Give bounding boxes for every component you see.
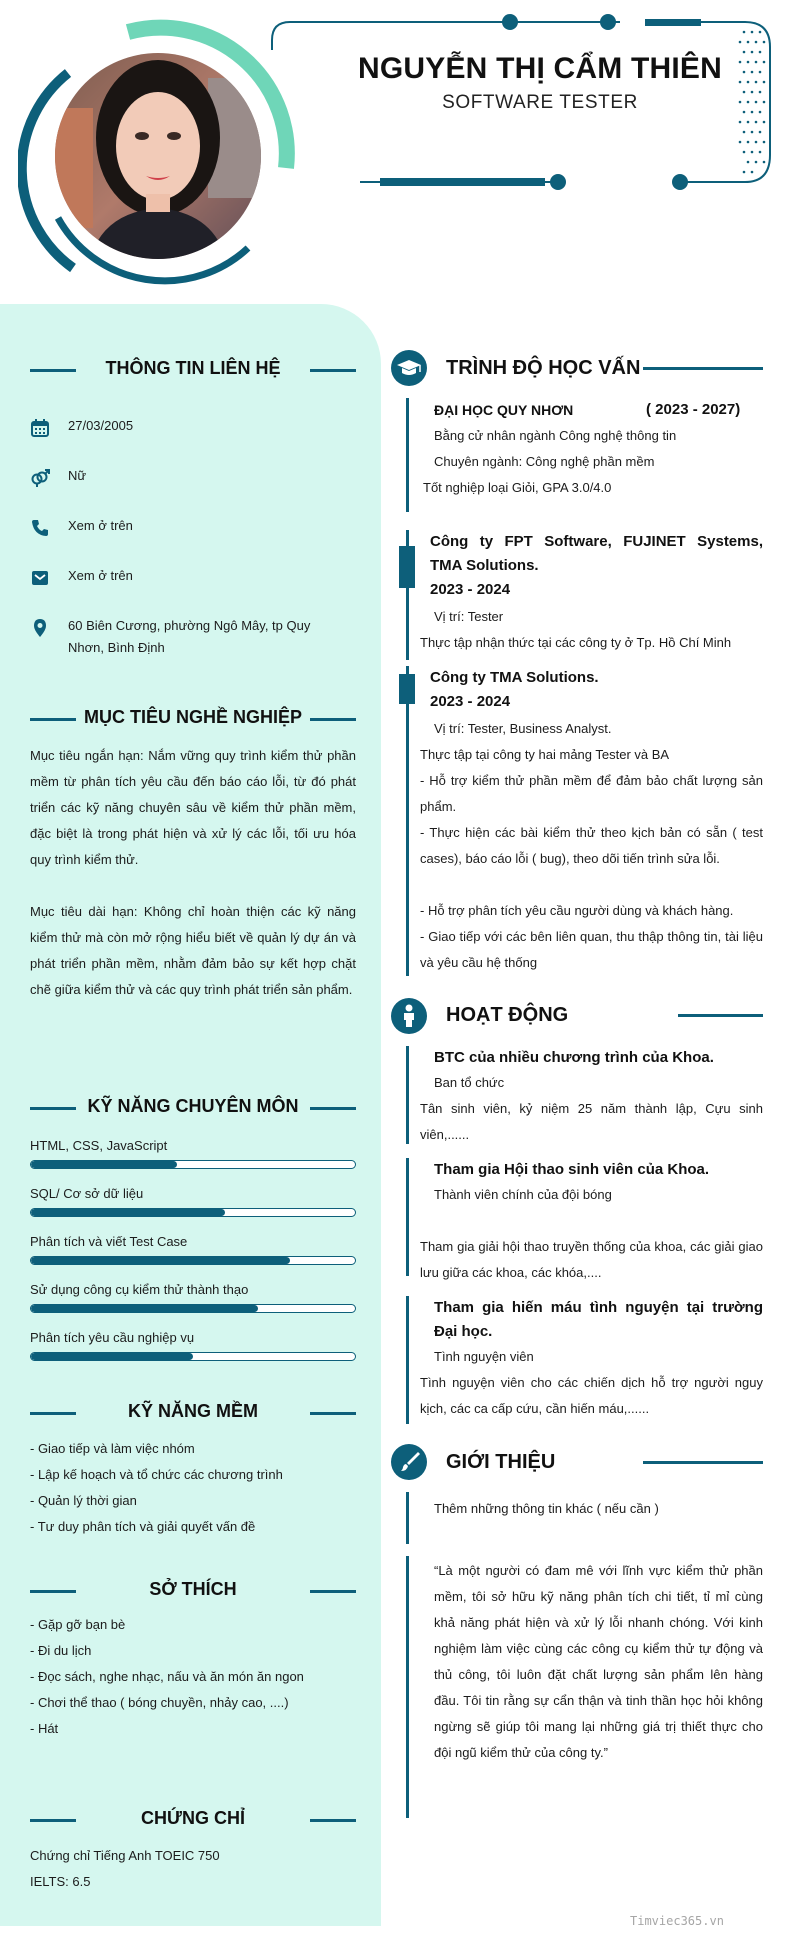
skill-label: HTML, CSS, JavaScript — [30, 1138, 168, 1153]
contact-birthday — [30, 415, 340, 438]
exp2-desc: Thực tập tại công ty hai mảng Tester và BA — [420, 747, 670, 762]
activity-desc: Tân sinh viên, kỷ niệm 25 năm thành lập, Cựu sinh viên,...... — [420, 1101, 763, 1142]
gender-icon — [30, 465, 68, 488]
timeline-line — [406, 1046, 409, 1144]
hobbies-list — [30, 1612, 360, 1742]
exp1-years: 2023 - 2024 — [430, 581, 511, 598]
skill-bar-fill — [31, 1257, 290, 1264]
phone-icon — [30, 515, 68, 538]
skill-bar-fill — [31, 1353, 193, 1360]
exp2-bullet: - Thực hiện các bài kiểm thử theo kịch bản có sẵn ( test cases), báo cáo lỗi ( bug), theo dõi tiến trình sửa lỗi. — [420, 825, 763, 866]
exp2-role: Vị trí: Tester, Business Analyst. — [434, 721, 612, 736]
list-item: - Hát — [30, 1721, 59, 1736]
skill-bar — [30, 1304, 356, 1313]
location-pin-icon — [30, 615, 68, 659]
brush-icon — [391, 1444, 427, 1480]
school-years: ( 2023 - 2027) — [646, 401, 741, 418]
soft-skills-heading: KỸ NĂNG MỀM — [30, 1401, 356, 1422]
skill-item — [30, 1330, 356, 1361]
job-title: SOFTWARE TESTER — [442, 92, 638, 113]
soft-skills-list — [30, 1436, 360, 1540]
candidate-name: NGUYỄN THỊ CẨM THIÊN — [358, 52, 722, 85]
timeline-line — [406, 1158, 409, 1276]
skill-bar — [30, 1160, 356, 1169]
timeline-line — [406, 1492, 409, 1544]
school-name: ĐẠI HỌC QUY NHƠN — [434, 402, 574, 418]
activity-role: Ban tổ chức — [434, 1075, 505, 1090]
timeline-line — [406, 666, 409, 976]
email-value: Xem ở trên — [68, 568, 133, 583]
activity-role: Thành viên chính của đội bóng — [434, 1187, 612, 1202]
activity-title: Tham gia Hội thao sinh viên của Khoa. — [434, 1161, 710, 1178]
exp2-bullet: - Giao tiếp với các bên liên quan, thu thập thông tin, tài liệu và yêu cầu hệ thống — [420, 929, 763, 970]
exp2-years: 2023 - 2024 — [430, 693, 511, 710]
skill-label: Phân tích yêu cầu nghiệp vụ — [30, 1330, 195, 1345]
skill-bar-fill — [31, 1161, 177, 1168]
activities-heading: HOẠT ĐỘNG — [446, 1004, 569, 1026]
timeline-line — [406, 1296, 409, 1424]
list-item: - Đọc sách, nghe nhạc, nấu và ăn món ăn ngon — [30, 1669, 304, 1684]
list-item: - Lập kế hoạch và tổ chức các chương trình — [30, 1467, 283, 1482]
skill-bar — [30, 1256, 356, 1265]
skill-label: SQL/ Cơ sở dữ liệu — [30, 1186, 144, 1201]
skill-bar-fill — [31, 1209, 225, 1216]
skill-bar — [30, 1208, 356, 1217]
skill-item — [30, 1282, 356, 1313]
skills-heading: KỸ NĂNG CHUYÊN MÔN — [30, 1096, 356, 1117]
list-item: IELTS: 6.5 — [30, 1874, 91, 1889]
skill-bar — [30, 1352, 356, 1361]
watermark-text: Timviec365.vn — [630, 1914, 724, 1928]
certificates-list — [30, 1843, 360, 1895]
contact-email — [30, 565, 340, 588]
exp2-company: Công ty TMA Solutions. — [430, 669, 599, 686]
graduation-cap-icon — [391, 350, 427, 386]
phone-value: Xem ở trên — [68, 518, 133, 533]
contact-phone — [30, 515, 340, 538]
list-item: - Đi du lịch — [30, 1643, 92, 1658]
birthday-value: 27/03/2005 — [68, 418, 134, 433]
activity-desc: Tình nguyện viên cho các chiến dịch hỗ trợ người nguy kịch, các ca cấp cứu, cần hiến máu,...... — [420, 1375, 763, 1416]
about-text: “Là một người có đam mê với lĩnh vực kiểm thử phần mềm, tôi sở hữu kỹ năng phân tích chi tiết, tỉ mỉ cùng khả năng phát hiện và xử lý lỗi nhanh chóng. Với kinh nghiệm làm việc cùng các công cụ kiểm thử tự động và thủ công, tôi luôn đặt chất lượng sản phẩm lên hàng đầu. Tôi tin rằng sự cẩn thận và tinh thần học hỏi không ngừng sẽ giúp tôi mang lại những giá trị thiết thực cho đội ngũ kiểm thử của công ty.” — [434, 1563, 763, 1760]
exp1-desc: Thực tập nhận thức tại các công ty ở Tp. Hồ Chí Minh — [420, 635, 732, 650]
list-item: Chứng chỉ Tiếng Anh TOEIC 750 — [30, 1848, 220, 1863]
gpa: Tốt nghiệp loại Giỏi, GPA 3.0/4.0 — [423, 480, 612, 495]
activity-role: Tình nguyện viên — [434, 1349, 534, 1364]
address-value: 60 Biên Cương, phường Ngô Mây, tp Quy Nhơn, Bình Định — [68, 618, 311, 655]
timeline-line — [406, 1556, 409, 1818]
exp2-bullet: - Hỗ trợ phân tích yêu cầu người dùng và khách hàng. — [420, 903, 734, 918]
watermark — [630, 1914, 724, 1928]
contact-gender — [30, 465, 340, 488]
about-heading: GIỚI THIỆU — [446, 1451, 556, 1473]
activity-title: Tham gia hiến máu tình nguyện tại trường Đại học. — [434, 1299, 763, 1340]
section-line — [678, 1014, 763, 1017]
major: Chuyên ngành: Công nghệ phần mềm — [434, 454, 655, 469]
hobbies-heading: SỞ THÍCH — [30, 1579, 356, 1600]
email-icon — [30, 565, 68, 588]
exp1-role: Vị trí: Tester — [434, 609, 504, 624]
gender-value: Nữ — [68, 468, 87, 483]
list-item: - Tư duy phân tích và giải quyết vấn đề — [30, 1519, 256, 1534]
certificates-heading: CHỨNG CHỈ — [30, 1808, 356, 1829]
section-line — [643, 367, 763, 370]
timeline-marker — [399, 546, 415, 588]
education-heading: TRÌNH ĐỘ HỌC VẤN — [446, 357, 641, 379]
timeline-line — [406, 398, 409, 512]
skill-item — [30, 1138, 356, 1169]
exp1-company: Công ty FPT Software, FUJINET Systems, TMA Solutions. — [430, 533, 763, 574]
skill-label: Phân tích và viết Test Case — [30, 1234, 188, 1249]
activity-desc: Tham gia giải hội thao truyền thống của khoa, các giải giao lưu giữa các khoa, các khóa,.... — [420, 1239, 763, 1280]
profile-photo — [18, 18, 298, 298]
skill-item — [30, 1234, 356, 1265]
timeline-marker — [399, 674, 415, 704]
list-item: - Chơi thể thao ( bóng chuyền, nhảy cao, ....) — [30, 1695, 289, 1710]
calendar-icon — [30, 415, 68, 438]
skill-bar-fill — [31, 1305, 258, 1312]
objective-heading: MỤC TIÊU NGHỀ NGHIỆP — [30, 707, 356, 728]
skill-item — [30, 1186, 356, 1217]
section-line — [643, 1461, 763, 1464]
activity-title: BTC của nhiều chương trình của Khoa. — [434, 1049, 714, 1066]
person-icon — [391, 998, 427, 1034]
skill-label: Sử dụng công cụ kiểm thử thành thạo — [30, 1282, 249, 1297]
about-note: Thêm những thông tin khác ( nếu cần ) — [434, 1501, 659, 1516]
contact-heading: THÔNG TIN LIÊN HỆ — [30, 358, 356, 379]
contact-address — [30, 615, 330, 659]
exp2-bullet: - Hỗ trợ kiểm thử phần mềm để đảm bảo chất lượng sản phẩm. — [420, 773, 763, 814]
list-item: - Quản lý thời gian — [30, 1493, 137, 1508]
list-item: - Gặp gỡ bạn bè — [30, 1617, 126, 1632]
list-item: - Giao tiếp và làm việc nhóm — [30, 1441, 195, 1456]
objective-short-term: Mục tiêu ngắn hạn: Nắm vững quy trình kiểm thử phần mềm từ phân tích yêu cầu đến báo cáo lỗi, từ đó phát triển các kỹ năng chuyên sâu về kiểm thử phần mềm, đặc biệt là trong phát hiện và xử lý các lỗi, tối ưu hóa quy trình kiểm thử. — [30, 748, 356, 867]
objective-long-term: Mục tiêu dài hạn: Không chỉ hoàn thiện các kỹ năng kiểm thử mà còn mở rộng hiểu biết về quản lý dự án và phát triển phần mềm, nhằm đảm bảo sự kết hợp chặt chẽ giữa kiểm thử và các quy trình phát triển sản phẩm. — [30, 904, 356, 997]
degree: Bằng cử nhân ngành Công nghệ thông tin — [434, 428, 677, 443]
